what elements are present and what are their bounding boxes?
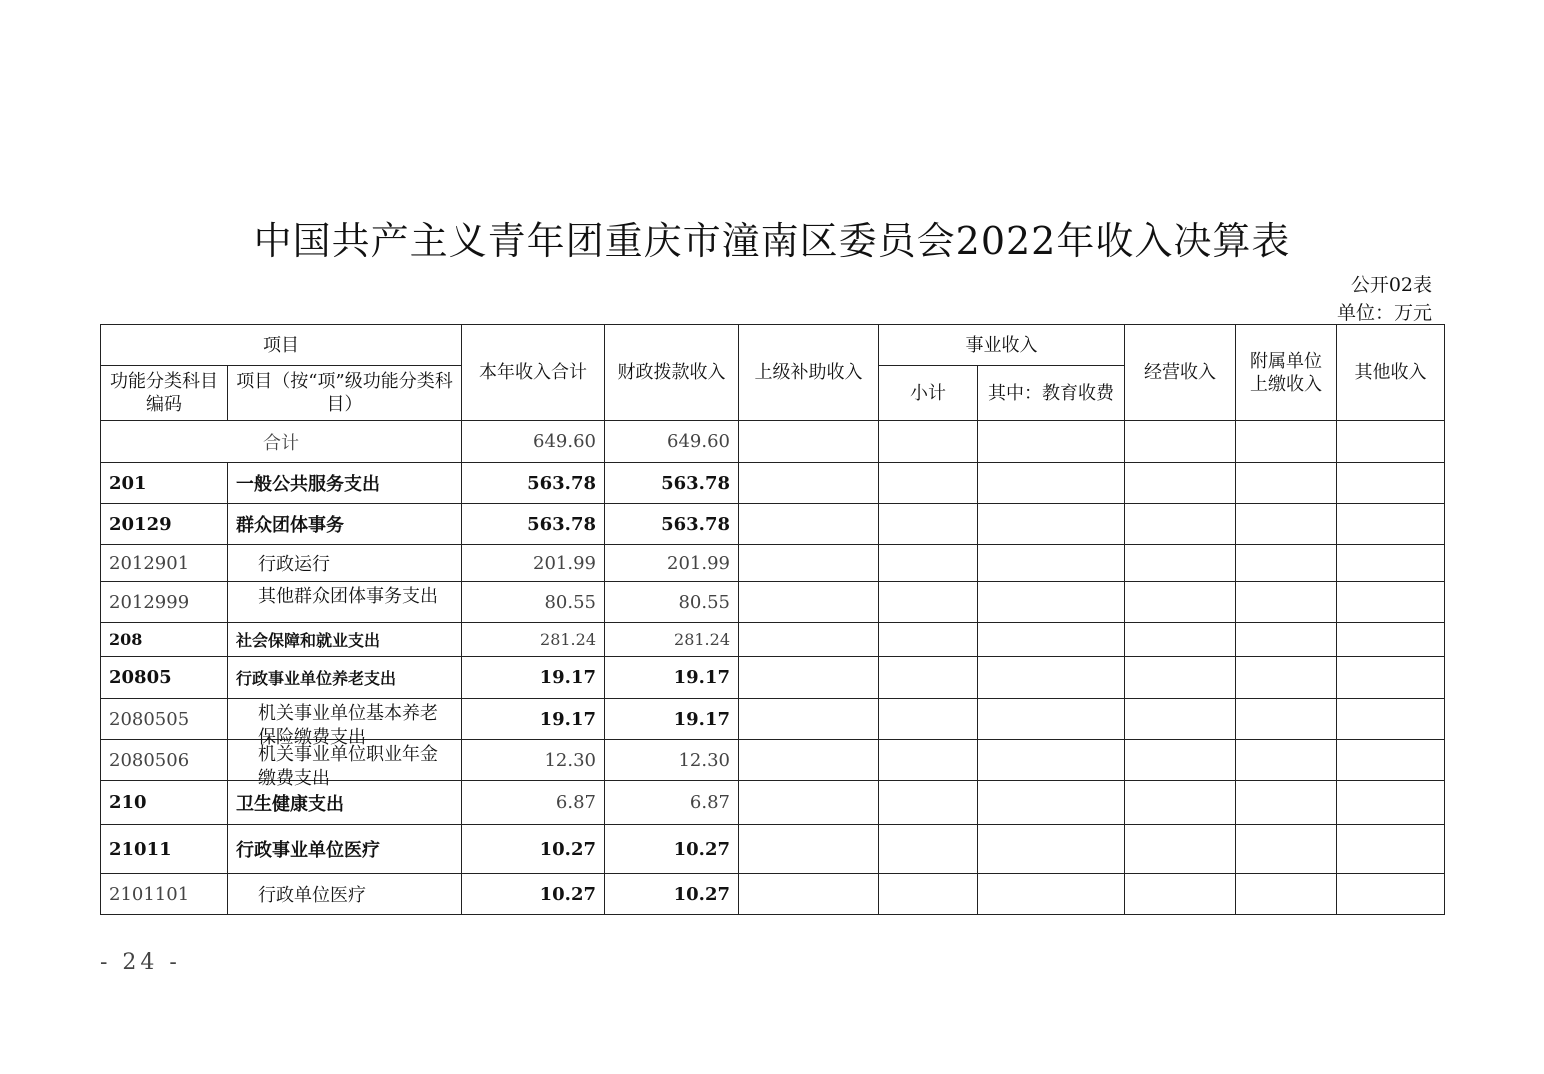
table-row	[101, 623, 1445, 657]
row-fiscal: 563.78	[605, 463, 739, 504]
row-total: 563.78	[462, 463, 605, 504]
table-row-total	[101, 421, 1445, 463]
table-row	[101, 874, 1445, 915]
header-name-col: 项目（按“项”级功能分类科目）	[228, 366, 462, 421]
row-total: 19.17	[462, 657, 605, 699]
row-code: 2012999	[101, 582, 228, 623]
header-superior-subsidy: 上级补助收入	[739, 325, 879, 421]
header-fiscal: 财政拨款收入	[605, 325, 739, 421]
row-total: 12.30	[462, 740, 605, 781]
row-code: 201	[101, 463, 228, 504]
income-table	[100, 324, 1445, 915]
table-code: 公开02表	[1350, 274, 1432, 296]
table-row	[101, 582, 1445, 623]
row-code: 2080506	[101, 740, 228, 781]
row-total: 281.24	[462, 623, 605, 657]
row-total: 201.99	[462, 545, 605, 582]
row-fiscal: 19.17	[605, 657, 739, 699]
table-row	[101, 740, 1445, 781]
row-name: 一般公共服务支出	[228, 463, 462, 504]
row-fiscal: 563.78	[605, 504, 739, 545]
row-code: 2101101	[101, 874, 228, 915]
row-fiscal: 12.30	[605, 740, 739, 781]
row-total: 80.55	[462, 582, 605, 623]
row-total: 563.78	[462, 504, 605, 545]
row-fiscal: 10.27	[605, 874, 739, 915]
row-fiscal: 6.87	[605, 781, 739, 825]
header-education-fee: 其中：教育收费	[978, 366, 1125, 421]
row-total: 10.27	[462, 874, 605, 915]
row-total: 10.27	[462, 825, 605, 874]
row-fiscal: 201.99	[605, 545, 739, 582]
table-row	[101, 825, 1445, 874]
unit-label: 单位：万元	[1336, 302, 1432, 324]
row-fiscal: 19.17	[605, 699, 739, 740]
total-income-cell: 649.60	[462, 421, 605, 463]
header-business-income: 事业收入	[879, 325, 1125, 366]
row-total: 19.17	[462, 699, 605, 740]
header-code-col: 功能分类科目编码	[101, 366, 228, 421]
header-other: 其他收入	[1337, 325, 1445, 421]
row-name: 行政事业单位养老支出	[228, 657, 462, 699]
row-name: 其他群众团体事务支出	[258, 586, 438, 607]
header-affiliated: 附属单位上缴收入	[1236, 325, 1337, 421]
row-code: 21011	[101, 825, 228, 874]
total-fiscal-cell: 649.60	[605, 421, 739, 463]
row-code: 2080505	[101, 699, 228, 740]
header-operating: 经营收入	[1125, 325, 1236, 421]
page-number: - 24 -	[100, 950, 181, 975]
row-code: 210	[101, 781, 228, 825]
row-name: 行政事业单位医疗	[228, 825, 462, 874]
row-code: 2012901	[101, 545, 228, 582]
row-name: 行政单位医疗	[228, 874, 462, 915]
row-code: 20805	[101, 657, 228, 699]
page-title: 中国共产主义青年团重庆市潼南区委员会2022年收入决算表	[253, 219, 1291, 263]
table-row	[101, 545, 1445, 582]
row-fiscal: 80.55	[605, 582, 739, 623]
table-row	[101, 463, 1445, 504]
row-name: 机关事业单位基本养老保险缴费支出	[258, 703, 438, 748]
row-name: 卫生健康支出	[228, 781, 462, 825]
header-total-income: 本年收入合计	[462, 325, 605, 421]
row-fiscal: 10.27	[605, 825, 739, 874]
row-fiscal: 281.24	[605, 623, 739, 657]
row-name: 社会保障和就业支出	[228, 623, 462, 657]
table-row	[101, 504, 1445, 545]
table-row	[101, 699, 1445, 740]
total-label: 合计	[101, 421, 462, 463]
row-name: 机关事业单位职业年金缴费支出	[258, 744, 438, 789]
header-project: 项目	[101, 325, 462, 366]
row-name: 行政运行	[228, 545, 462, 582]
row-total: 6.87	[462, 781, 605, 825]
table-row	[101, 657, 1445, 699]
row-name: 群众团体事务	[228, 504, 462, 545]
row-code: 20129	[101, 504, 228, 545]
row-code: 208	[101, 623, 228, 657]
header-subtotal: 小计	[879, 366, 978, 421]
